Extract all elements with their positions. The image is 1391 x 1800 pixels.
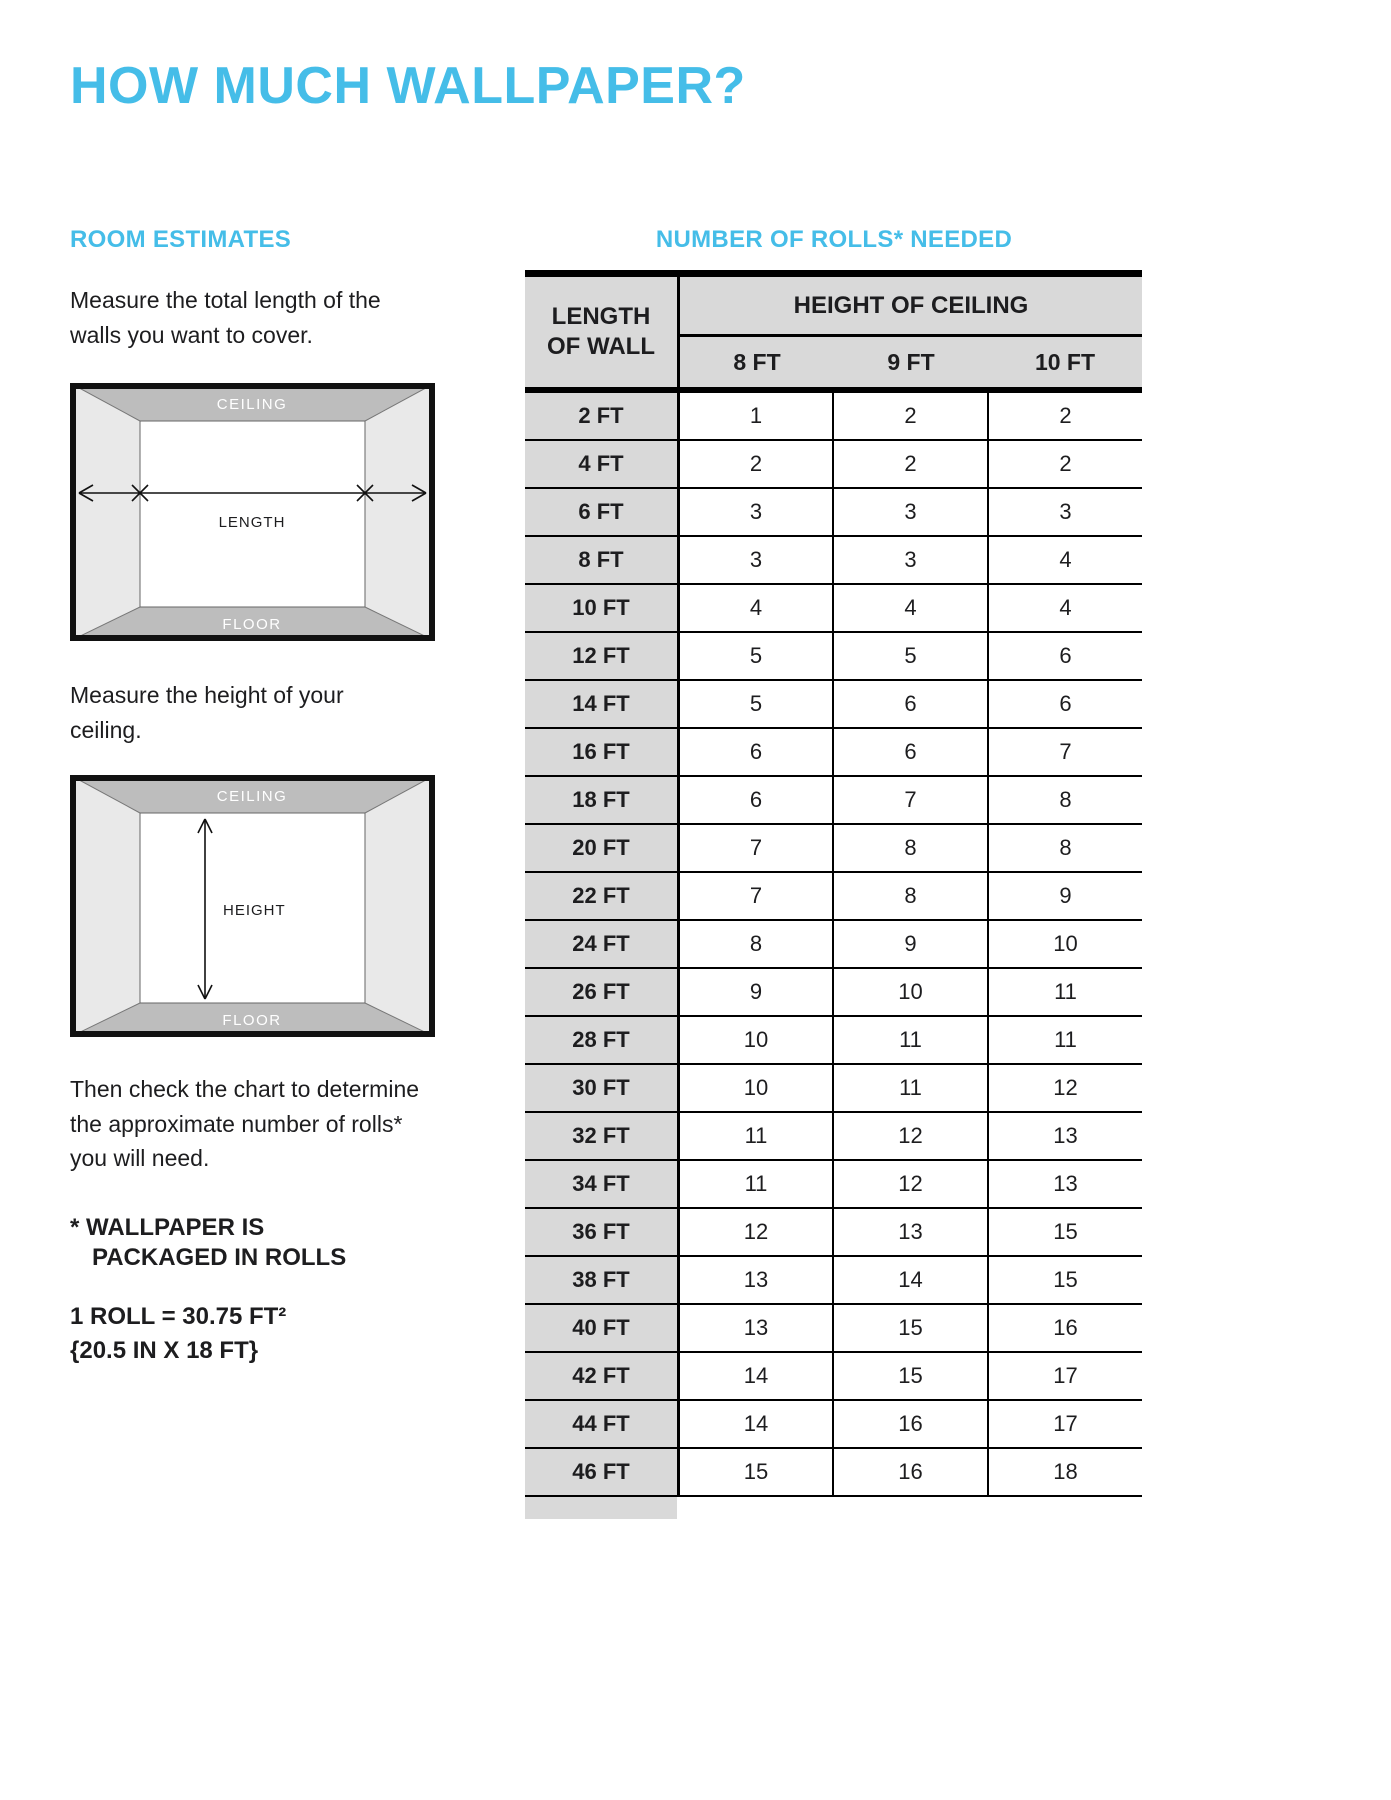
row-value: 11 — [832, 1065, 987, 1111]
row-value: 12 — [832, 1113, 987, 1159]
row-value: 14 — [832, 1257, 987, 1303]
table-row — [525, 1113, 1142, 1161]
ceiling-label: CEILING — [216, 788, 288, 805]
row-value: 7 — [987, 729, 1142, 775]
row-value: 17 — [987, 1401, 1142, 1447]
row-value: 5 — [832, 633, 987, 679]
col-header-9ft: 9 FT — [887, 348, 935, 375]
roll-dimensions: {20.5 IN X 18 FT} — [70, 1336, 259, 1364]
table-row — [525, 1401, 1142, 1449]
table-row — [525, 1449, 1142, 1497]
row-value: 2 — [832, 441, 987, 487]
corner-line2: OF WALL — [547, 333, 655, 360]
row-label: 10 FT — [525, 585, 677, 631]
rolls-table — [525, 270, 1142, 1519]
row-value: 16 — [987, 1305, 1142, 1351]
row-value: 4 — [677, 585, 832, 631]
row-value: 11 — [677, 1113, 832, 1159]
row-value: 14 — [677, 1401, 832, 1447]
row-value: 1 — [677, 393, 832, 439]
row-label: 18 FT — [525, 777, 677, 823]
row-value: 4 — [832, 585, 987, 631]
table-row — [525, 585, 1142, 633]
row-value: 15 — [677, 1449, 832, 1495]
table-row — [525, 681, 1142, 729]
row-value: 15 — [832, 1305, 987, 1351]
row-value: 2 — [987, 393, 1142, 439]
table-row — [525, 1305, 1142, 1353]
row-value: 6 — [987, 633, 1142, 679]
footnote-line2: PACKAGED IN ROLLS — [92, 1244, 347, 1271]
row-value: 16 — [832, 1401, 987, 1447]
col-header-8ft: 8 FT — [733, 348, 781, 375]
table-row — [525, 537, 1142, 585]
table-row — [525, 969, 1142, 1017]
check-chart-text: Then check the chart to determine the approximate number of rolls* you will need. — [70, 1076, 420, 1171]
row-value: 8 — [677, 921, 832, 967]
row-value: 8 — [832, 825, 987, 871]
table-row — [525, 873, 1142, 921]
table-row — [525, 1161, 1142, 1209]
footnote-line1: * WALLPAPER IS — [70, 1214, 265, 1241]
row-value: 10 — [987, 921, 1142, 967]
row-value: 12 — [677, 1209, 832, 1255]
row-value: 17 — [987, 1353, 1142, 1399]
row-value: 5 — [677, 633, 832, 679]
floor-label: FLOOR — [222, 616, 282, 633]
row-value: 4 — [987, 585, 1142, 631]
row-value: 11 — [987, 969, 1142, 1015]
row-value: 9 — [677, 969, 832, 1015]
table-row — [525, 489, 1142, 537]
table-row — [525, 1209, 1142, 1257]
table-row — [525, 393, 1142, 441]
row-label: 12 FT — [525, 633, 677, 679]
row-label: 8 FT — [525, 537, 677, 583]
row-value: 15 — [832, 1353, 987, 1399]
rolls-footnote — [70, 1213, 346, 1273]
measure-height-text: Measure the height of your ceiling. — [70, 682, 344, 743]
row-label: 34 FT — [525, 1161, 677, 1207]
row-value: 8 — [987, 825, 1142, 871]
table-row — [525, 633, 1142, 681]
row-label: 40 FT — [525, 1305, 677, 1351]
row-label: 30 FT — [525, 1065, 677, 1111]
row-value: 7 — [677, 873, 832, 919]
row-value: 3 — [832, 537, 987, 583]
table-row — [525, 729, 1142, 777]
row-value: 9 — [832, 921, 987, 967]
row-value: 2 — [832, 393, 987, 439]
page-title: HOW MUCH WALLPAPER? — [70, 57, 746, 115]
row-value: 12 — [832, 1161, 987, 1207]
table-row — [525, 1257, 1142, 1305]
room-estimates-heading: ROOM ESTIMATES — [70, 226, 292, 253]
table-row — [525, 1065, 1142, 1113]
row-value: 6 — [987, 681, 1142, 727]
table-row — [525, 777, 1142, 825]
row-value: 7 — [832, 777, 987, 823]
row-label: 28 FT — [525, 1017, 677, 1063]
table-header — [525, 277, 1142, 387]
row-value: 8 — [987, 777, 1142, 823]
row-value: 11 — [832, 1017, 987, 1063]
table-body — [525, 393, 1142, 1497]
row-label: 32 FT — [525, 1113, 677, 1159]
row-value: 13 — [677, 1305, 832, 1351]
table-row — [525, 441, 1142, 489]
row-value: 13 — [987, 1113, 1142, 1159]
room-height-diagram — [70, 775, 435, 1042]
table-header-right — [677, 277, 1142, 387]
row-label: 2 FT — [525, 393, 677, 439]
row-label: 46 FT — [525, 1449, 677, 1495]
row-value: 10 — [832, 969, 987, 1015]
row-value: 10 — [677, 1017, 832, 1063]
length-measure-label: LENGTH — [218, 514, 286, 531]
table-row — [525, 921, 1142, 969]
floor-label: FLOOR — [222, 1012, 282, 1029]
table-row — [525, 1353, 1142, 1401]
table-bottom-stub — [525, 1497, 677, 1519]
row-value: 4 — [987, 537, 1142, 583]
row-value: 2 — [677, 441, 832, 487]
measure-length-text: Measure the total length of the walls you want to cover. — [70, 287, 381, 348]
corner-line1: LENGTH — [551, 303, 651, 330]
row-value: 3 — [677, 537, 832, 583]
row-value: 15 — [987, 1209, 1142, 1255]
row-label: 24 FT — [525, 921, 677, 967]
row-value: 15 — [987, 1257, 1142, 1303]
row-value: 3 — [832, 489, 987, 535]
row-value: 12 — [987, 1065, 1142, 1111]
row-value: 10 — [677, 1065, 832, 1111]
height-of-ceiling-header: HEIGHT OF CEILING — [680, 277, 1142, 337]
row-label: 6 FT — [525, 489, 677, 535]
roll-area: 1 ROLL = 30.75 FT² — [70, 1303, 287, 1330]
row-value: 14 — [677, 1353, 832, 1399]
table-top-border — [525, 270, 1142, 277]
row-value: 8 — [832, 873, 987, 919]
row-label: 38 FT — [525, 1257, 677, 1303]
row-value: 6 — [677, 729, 832, 775]
row-value: 2 — [987, 441, 1142, 487]
ceiling-label: CEILING — [216, 396, 288, 413]
table-row — [525, 1017, 1142, 1065]
row-value: 18 — [987, 1449, 1142, 1495]
roll-spec — [70, 1300, 286, 1367]
table-row — [525, 825, 1142, 873]
row-value: 16 — [832, 1449, 987, 1495]
table-subheader — [680, 337, 1142, 387]
row-value: 13 — [832, 1209, 987, 1255]
row-label: 4 FT — [525, 441, 677, 487]
row-value: 3 — [677, 489, 832, 535]
row-value: 13 — [677, 1257, 832, 1303]
row-value: 6 — [677, 777, 832, 823]
row-label: 26 FT — [525, 969, 677, 1015]
row-value: 5 — [677, 681, 832, 727]
row-value: 6 — [832, 729, 987, 775]
row-label: 44 FT — [525, 1401, 677, 1447]
row-value: 9 — [987, 873, 1142, 919]
row-label: 42 FT — [525, 1353, 677, 1399]
row-label: 22 FT — [525, 873, 677, 919]
row-value: 13 — [987, 1161, 1142, 1207]
length-of-wall-header — [525, 277, 677, 387]
row-label: 14 FT — [525, 681, 677, 727]
row-value: 7 — [677, 825, 832, 871]
row-value: 6 — [832, 681, 987, 727]
row-value: 11 — [677, 1161, 832, 1207]
row-value: 11 — [987, 1017, 1142, 1063]
rolls-needed-heading: NUMBER OF ROLLS* NEEDED — [655, 226, 1013, 253]
room-length-diagram — [70, 383, 435, 646]
row-label: 20 FT — [525, 825, 677, 871]
height-measure-label: HEIGHT — [223, 902, 286, 919]
col-header-10ft: 10 FT — [1034, 348, 1096, 375]
row-value: 3 — [987, 489, 1142, 535]
row-label: 16 FT — [525, 729, 677, 775]
row-label: 36 FT — [525, 1209, 677, 1255]
